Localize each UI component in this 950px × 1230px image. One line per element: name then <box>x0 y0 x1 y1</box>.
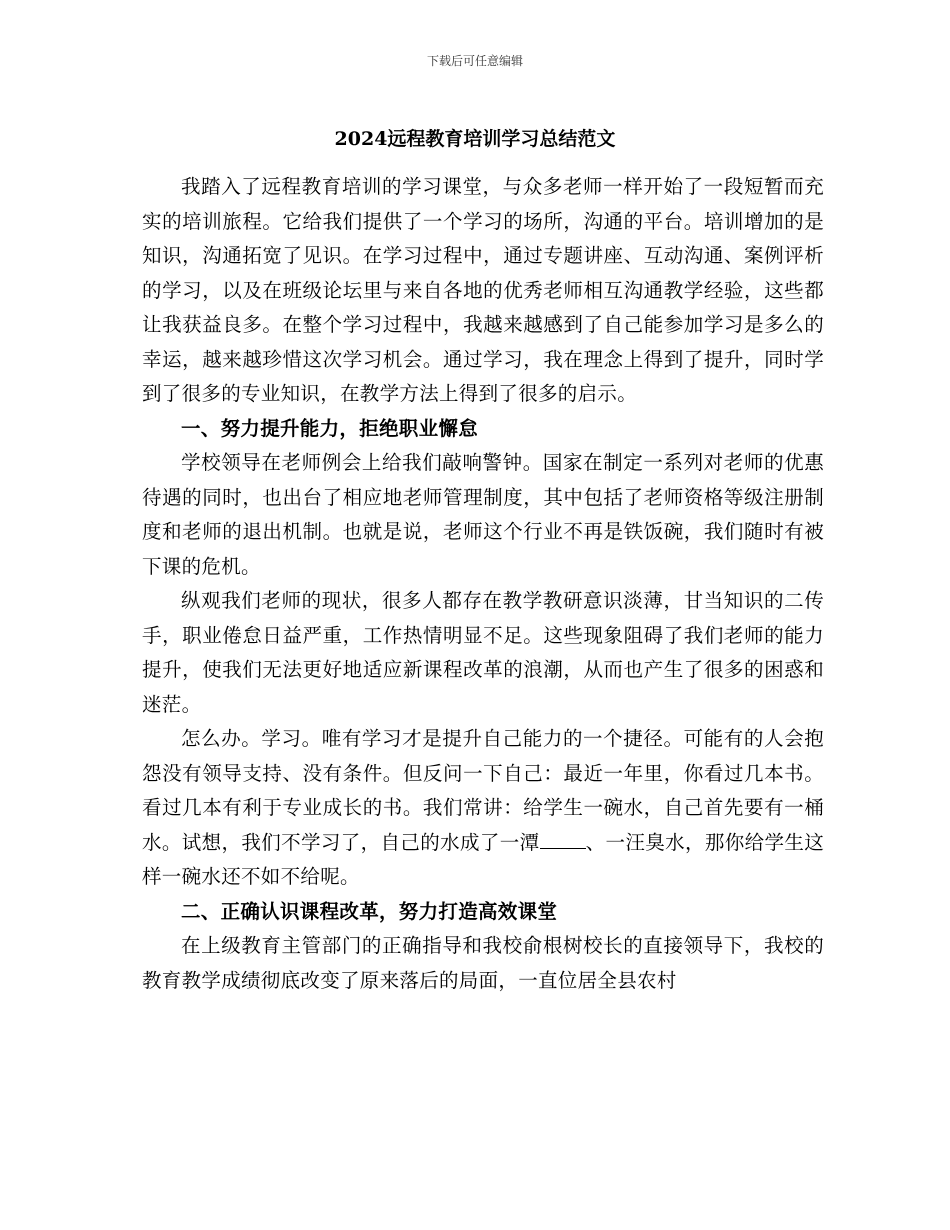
document-body <box>142 170 824 998</box>
paragraph-section1-c <box>142 722 824 895</box>
document-title: 2024远程教育培训学习总结范文 <box>334 128 616 150</box>
page-header-note: 下载后可任意编辑 <box>426 54 523 68</box>
paragraph-intro: 我踏入了远程教育培训的学习课堂，与众多老师一样开始了一段短暂而充实的培训旅程。它给我们提供了一个学习的场所，沟通的平台。培训增加的是知识，沟通拓宽了见识。在学习过程中，通过专题讲座、互动沟通、案例评析的学习，以及在班级论坛里与来自各地的优秀老师相互沟通教学经验，这些都让我获益良多。在整个学习过程中，我越来越感到了自己能参加学习是多么的幸运，越来越珍惜这次学习机会。通过学习，我在理念上得到了提升，同时学到了很多的专业知识，在教学方法上得到了很多的启示。 <box>142 175 824 405</box>
paragraph-section1-b: 纵观我们老师的现状，很多人都存在教学教研意识淡薄，甘当知识的二传手，职业倦怠日益严重，工作热情明显不足。这些现象阻碍了我们老师的能力提升，使我们无法更好地适应新课程改革的浪潮，从而也产生了很多的困惑和迷茫。 <box>142 589 824 716</box>
paragraph-section1-c-end: 、一汪臭水，那你给学生这样一碗水还不如不给呢。 <box>142 830 824 888</box>
section-heading-2: 二、正确认识课程改革，努力打造高效课堂 <box>181 899 558 923</box>
paragraph-section1-a: 学校领导在老师例会上给我们敲响警钟。国家在制定一系列对老师的优惠待遇的同时，也出台了相应地老师管理制度，其中包括了老师资格等级注册制度和老师的退出机制。也就是说，老师这个行业不再是铁饭碗，我们随时有被下课的危机。 <box>142 451 824 578</box>
section-heading-1: 一、努力提升能力，拒绝职业懈怠 <box>181 416 479 440</box>
fill-in-blank <box>540 830 586 849</box>
paragraph-section2-a: 在上级教育主管部门的正确指导和我校俞根树校长的直接领导下，我校的教育教学成绩彻底改变了原来落后的局面，一直位居全县农村 <box>142 934 824 992</box>
paragraph-section1-c-start: 怎么办。学习。唯有学习才是提升自己能力的一个捷径。可能有的人会抱怨没有领导支持、没有条件。但反问一下自己：最近一年里，你看过几本书。看过几本有利于专业成长的书。我们常讲：给学生一碗水，自己首先要有一桶水。试想，我们不学习了，自己的水成了一潭 <box>142 727 824 854</box>
